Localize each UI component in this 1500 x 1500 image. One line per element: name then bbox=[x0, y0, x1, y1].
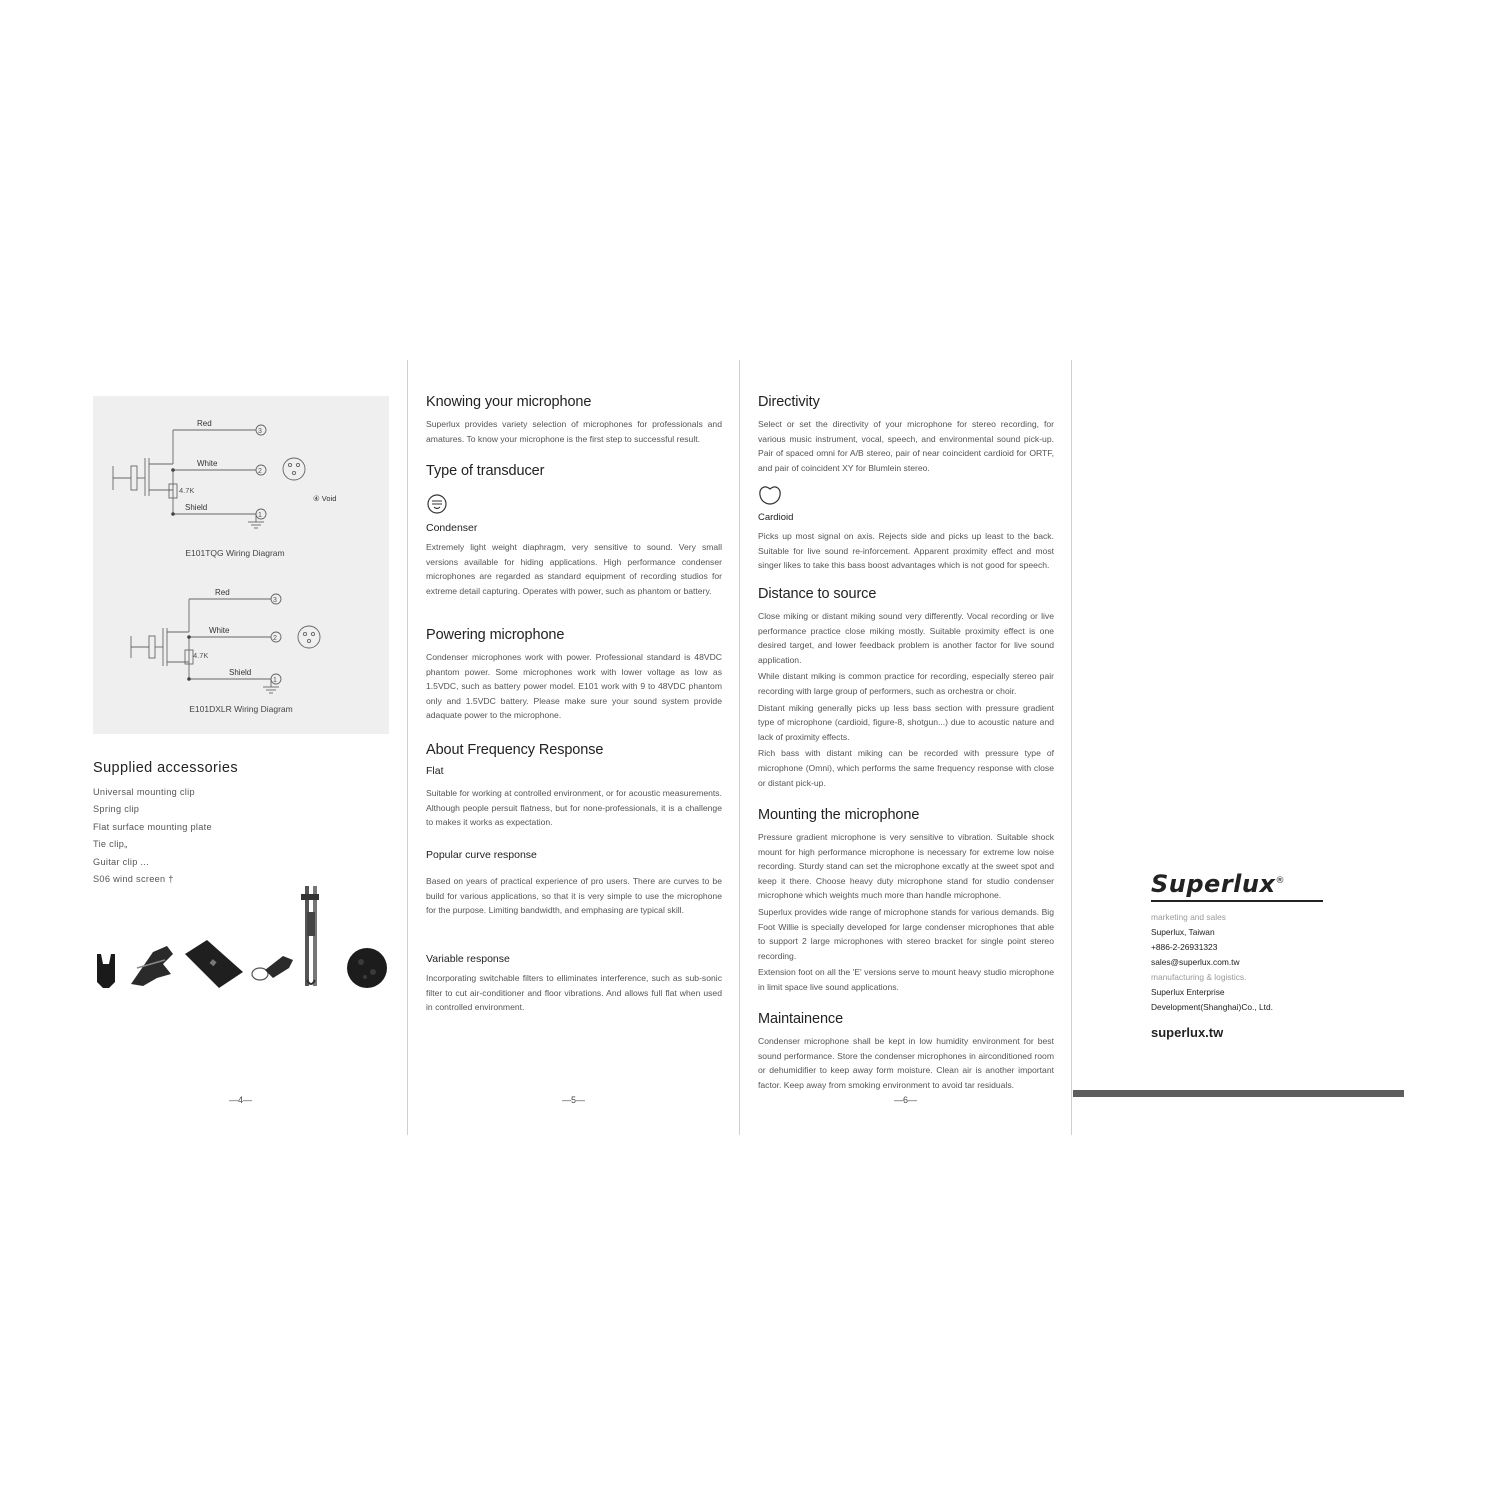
pin-3-label: 3 bbox=[258, 428, 262, 435]
section-text: Extremely light weight diaphragm, very sensitive to sound. Very small versions available for hiding applications. High performance condenser microphones are regarded as standard equipment of recording studios for extreme detail capturing. Operates with power, such as phantom or battery. bbox=[426, 542, 722, 596]
section-title: About Frequency Response bbox=[426, 742, 604, 758]
section-title: Mounting the microphone bbox=[758, 807, 920, 823]
pin-2-label: 2 bbox=[258, 468, 262, 475]
manufacturing-label: manufacturing & logistics. bbox=[1151, 972, 1247, 982]
wire-shield-label: Shield bbox=[185, 503, 208, 512]
wiring-diagram-box bbox=[93, 396, 389, 734]
pin-1-label: 1 bbox=[258, 512, 262, 519]
company-name: Superlux, Taiwan bbox=[1151, 927, 1215, 937]
section-title: Distance to source bbox=[758, 586, 877, 602]
logo-underline bbox=[1151, 900, 1323, 902]
pin-1-label: 1 bbox=[273, 677, 277, 684]
section-text: Picks up most signal on axis. Rejects side and picks up least to the back. Suitable for live sound re-inforcement. Apparent proximity effect and most singer likes to take this bass boost advantages which is not good for speech. bbox=[758, 531, 1054, 571]
section-text: Condenser microphones work with power. Professional standard is 48VDC phantom power. Some microphones work with lower voltage as low as 1.5VDC, such as battery power model. E101 work with 9 to 48VDC phantom only and 1.5VDC battery. Please make sure your sound system provide adaquate power to the microphone. bbox=[426, 652, 722, 721]
panel-divider bbox=[739, 360, 740, 1135]
page-4 bbox=[93, 360, 389, 1135]
page-number: —5— bbox=[562, 1095, 586, 1105]
page-5 bbox=[426, 360, 722, 1135]
wire-red-label: Red bbox=[215, 588, 230, 597]
pin-3-label: 3 bbox=[273, 597, 277, 604]
list-item: Guitar clip ... bbox=[93, 856, 150, 867]
contact-info bbox=[1151, 910, 1323, 1015]
subsection-title: Cardioid bbox=[758, 512, 794, 523]
section-text: Incorporating switchable filters to elliminates interference, such as sub-sonic filter to cut air-conditioner and floor vibrations. And allows full flat when used in controlled environment. bbox=[426, 973, 722, 1013]
email-address: sales@superlux.com.tw bbox=[1151, 957, 1240, 967]
company-name: Development(Shanghai)Co., Ltd. bbox=[1151, 1002, 1273, 1012]
section-text: Close miking or distant miking sound very differently. Vocal recording or live performance practice close miking mostly. Suitable proximity effect is one desired target, and lower feedback problem is another factor for live sound application. bbox=[758, 611, 1054, 665]
list-item: Spring clip bbox=[93, 804, 140, 815]
section-title: Directivity bbox=[758, 394, 820, 410]
accessories-title: Supplied accessories bbox=[93, 760, 239, 776]
accessories-list bbox=[93, 784, 212, 888]
pin-2-label: 2 bbox=[273, 635, 277, 642]
section-text: While distant miking is common practice for recording, especially stereo pair recording with large group of performers, such as orchestra or choir. bbox=[758, 671, 1054, 696]
decorative-bar bbox=[1073, 1090, 1404, 1097]
void-label: ④ Void bbox=[313, 494, 337, 503]
condenser-icon bbox=[426, 493, 448, 515]
section-text: Superlux provides wide range of microphone stands for various demands. Big Foot Willie is specially developed for large condenser microphones that able to support 2 large microphones with stereo bracket for single point stereo recording. bbox=[758, 906, 1054, 961]
section-text: Based on years of practical experience of pro users. There are curves to be build for various applications, so that it is very simple to use the microphone for the purpose. Limiting bandwidth, and emphasing are typical skill. bbox=[426, 876, 722, 916]
wire-red-label: Red bbox=[197, 419, 212, 428]
subsection-title: Variable response bbox=[426, 953, 510, 965]
wire-shield-label: Shield bbox=[229, 668, 252, 677]
wire-white-label: White bbox=[209, 626, 230, 635]
spring-clip-icon bbox=[131, 946, 173, 986]
accessories-illustration bbox=[93, 882, 389, 1002]
brand-logo: Superlux® bbox=[1151, 870, 1285, 898]
section-text: Condenser microphone shall be kept in low humidity environment for best sound performance. Store the condenser microphones in airconditioned room or dehumidifier to keep away form moisture. Clean air is another important factor. Keep away from smoking environment to avoid tar residuals. bbox=[758, 1036, 1054, 1090]
section-title: Type of transducer bbox=[426, 463, 545, 479]
subsection-title: Popular curve response bbox=[426, 849, 537, 861]
back-cover bbox=[1073, 360, 1404, 1135]
section-text: Suitable for working at controlled environment, or for acoustic measurements. Although people persuit flatness, but for none-professionals, it is a challenge to makes it works as expectation. bbox=[426, 788, 722, 828]
list-item: Flat surface mounting plate bbox=[93, 821, 212, 832]
section-title: Knowing your microphone bbox=[426, 394, 592, 410]
section-text: Extension foot on all the 'E' versions serve to mount heavy studio microphone in limit space live sound applications. bbox=[758, 967, 1054, 992]
list-item: Universal mounting clip bbox=[93, 787, 195, 797]
section-title: Maintainence bbox=[758, 1011, 844, 1027]
wiring-diagram-e101dxlr bbox=[93, 584, 389, 724]
list-item: Tie clip„ bbox=[93, 839, 128, 850]
resistor-label: 4.7K bbox=[193, 651, 209, 660]
diagram-caption: E101DXLR Wiring Diagram bbox=[189, 704, 293, 714]
company-name: Superlux Enterprise bbox=[1151, 987, 1225, 997]
section-text: Superlux provides variety selection of microphones for professionals and amatures. To know your microphone is the first step to successful result. bbox=[426, 419, 722, 444]
tie-clip-icon bbox=[265, 956, 293, 978]
diagram-caption: E101TQG Wiring Diagram bbox=[185, 548, 285, 558]
guitar-clip-icon bbox=[301, 886, 319, 986]
section-title: Powering microphone bbox=[426, 627, 565, 643]
panel-divider bbox=[407, 360, 408, 1135]
list-item: S06 wind screen † bbox=[93, 874, 174, 885]
section-text: Select or set the directivity of your microphone for stereo recording, for various music instrument, vocal, speech, and environmental sound pick-up. Pair of spaced omni for A/B stereo, pair of near coincident cardioid for ORTF, and pair of coincident XY for Blumlein stereo. bbox=[758, 419, 1054, 473]
mounting-clip-icon bbox=[97, 954, 115, 988]
cardioid-icon bbox=[758, 484, 782, 506]
section-text: Pressure gradient microphone is very sensitive to vibration. Suitable shock mount for high performance microphone is necessary for extreme low noise recording. Sturdy stand can set the microphone excatly at the sweet spot and keep it there. Choose heavy duty microphone stand for studio condenser microphone which weights much more than handle microphone. bbox=[758, 832, 1054, 901]
panel-divider bbox=[1071, 360, 1072, 1135]
phone-number: +886-2-26931323 bbox=[1151, 942, 1218, 952]
section-text: Rich bass with distant miking can be recorded with pressure type of microphone (Omni), which performs the same frequency response with close or distant pick-up. bbox=[758, 748, 1054, 788]
page-number: —4— bbox=[229, 1095, 253, 1105]
wire-white-label: White bbox=[197, 459, 218, 468]
marketing-label: marketing and sales bbox=[1151, 912, 1226, 922]
page-6 bbox=[758, 360, 1054, 1135]
resistor-label: 4.7K bbox=[179, 486, 195, 495]
page-number: —6— bbox=[894, 1095, 918, 1105]
wind-screen-icon bbox=[347, 948, 387, 988]
brand-block bbox=[1151, 870, 1323, 1040]
subsection-title: Flat bbox=[426, 765, 444, 777]
section-text: Distant miking generally picks up less bass section with pressure gradient type of microphone (cardioid, figure-8, shotgun...) due to acoustic nature and lack of proximity effects. bbox=[758, 702, 1054, 742]
subsection-title: Condenser bbox=[426, 522, 478, 534]
wiring-diagram-e101tqg bbox=[93, 406, 389, 566]
website-link[interactable]: superlux.tw bbox=[1151, 1025, 1224, 1040]
